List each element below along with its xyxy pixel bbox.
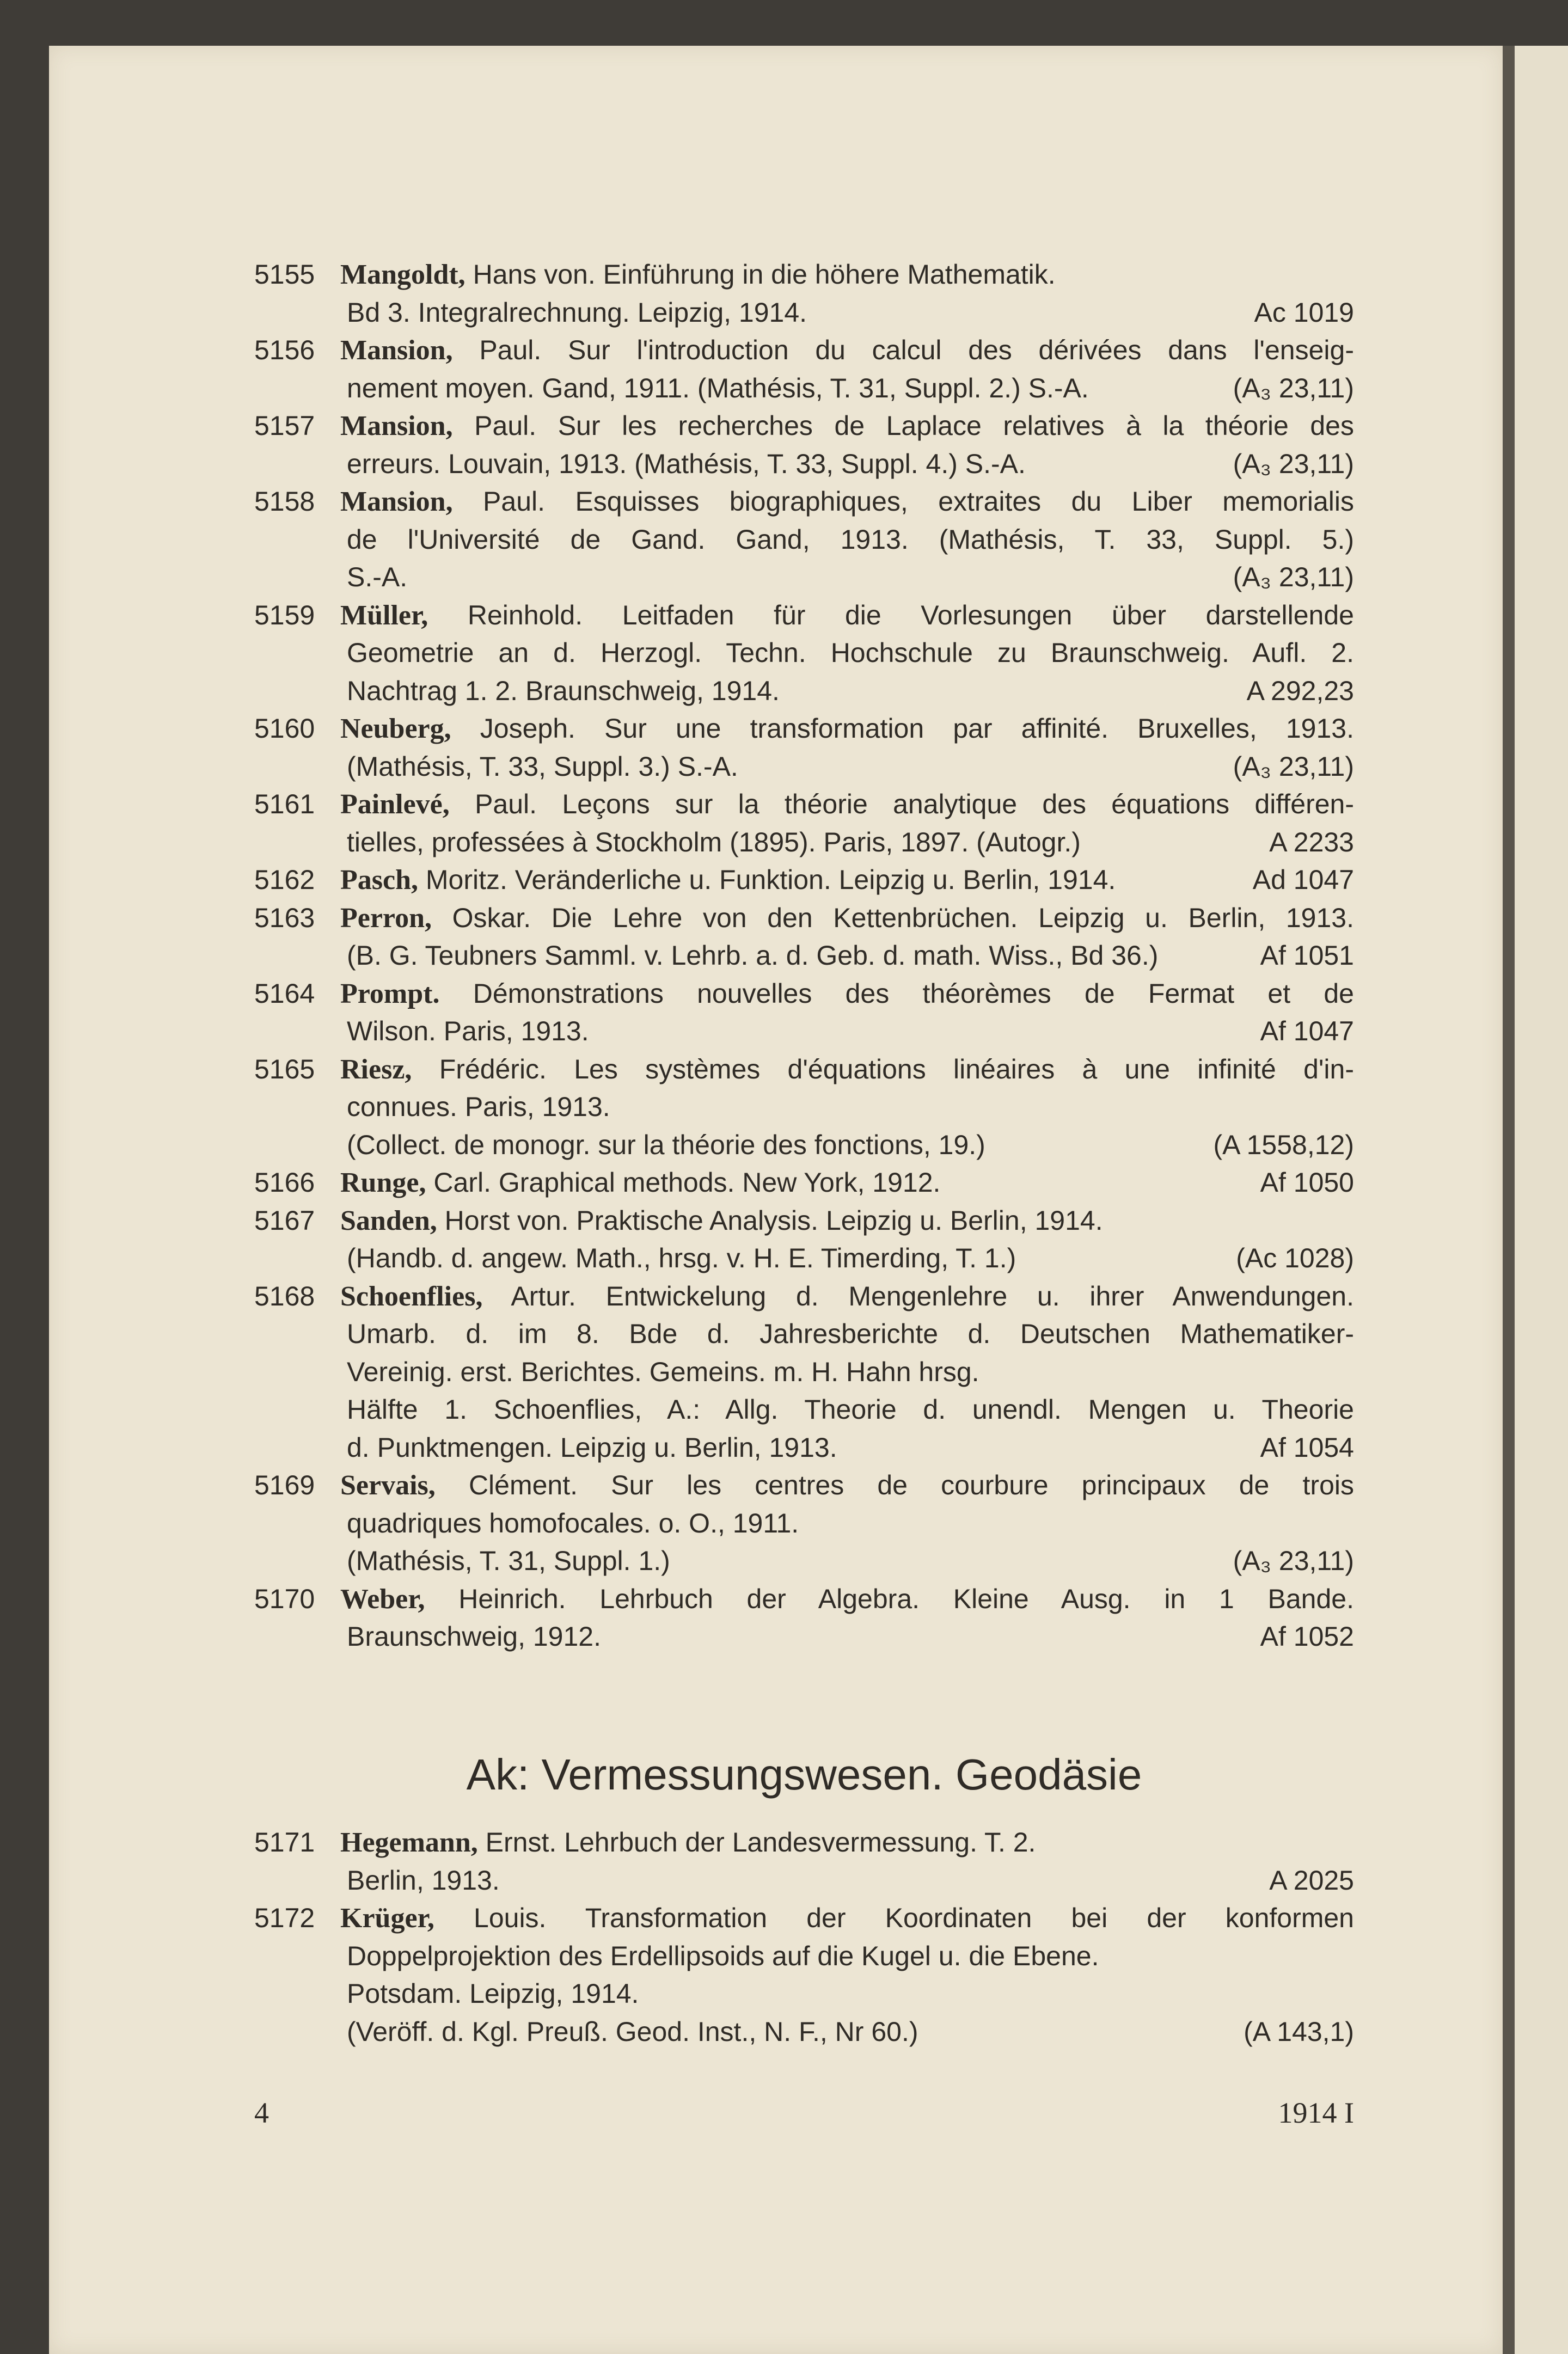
entry-description: Moritz. Veränderliche u. Funktion. Leipzig u. Berlin, 1914. — [425, 865, 1116, 895]
entry-line — [347, 672, 1354, 710]
entry-text — [347, 1013, 1244, 1051]
entry-description: (Collect. de monogr. sur la théorie des fonctions, 19.) — [347, 1129, 985, 1160]
entry-number: 5159 — [254, 599, 315, 630]
entry-line — [254, 786, 1354, 824]
call-number: A 2025 — [1269, 1865, 1354, 1896]
entry-number: 5172 — [254, 1903, 315, 1933]
call-number: Af 1047 — [1260, 1016, 1354, 1046]
entry-description: Geometrie an d. Herzogl. Techn. Hochschule zu Braunschweig. Aufl. 2. — [347, 637, 1354, 668]
entry-text — [347, 1542, 1217, 1580]
entry-text — [347, 1088, 1354, 1126]
entry-description: Ernst. Lehrbuch der Landesvermessung. T. 2. — [485, 1827, 1036, 1858]
entry-description: S.-A. — [347, 562, 408, 592]
bibliography-entry — [254, 256, 1354, 332]
entry-line — [347, 521, 1354, 559]
entry-line — [254, 1202, 1354, 1240]
entry-line — [347, 559, 1354, 597]
entry-description: Umarb. d. im 8. Bde d. Jahresberichte d. Deutschen Mathematiker- — [347, 1319, 1354, 1349]
entry-text — [254, 1202, 1354, 1240]
entry-description: quadriques homofocales. o. O., 1911. — [347, 1507, 799, 1538]
author-name: Weber, — [340, 1583, 425, 1615]
entry-description: erreurs. Louvain, 1913. (Mathésis, T. 33, Suppl. 4.) S.-A. — [347, 448, 1026, 479]
entry-description: Heinrich. Lehrbuch der Algebra. Kleine Ausg. in 1 Bande. — [458, 1583, 1354, 1614]
author-name: Krüger, — [340, 1903, 434, 1934]
bibliography-entry — [254, 483, 1354, 597]
call-number: (A₃ 23,11) — [1233, 1546, 1354, 1576]
entry-text — [254, 1824, 1354, 1862]
entry-text — [347, 370, 1217, 408]
entry-number: 5158 — [254, 486, 315, 517]
entry-text — [347, 1126, 1197, 1164]
entry-description: Frédéric. Les systèmes d'équations linéaires à une infinité d'in- — [439, 1053, 1354, 1084]
entry-description: Joseph. Sur une transformation par affinité. Bruxelles, 1913. — [480, 713, 1354, 744]
entry-line — [254, 1051, 1354, 1089]
entry-line — [347, 1429, 1354, 1467]
entry-number: 5164 — [254, 978, 315, 1009]
call-number: Ad 1047 — [1252, 865, 1354, 895]
entry-description: Wilson. Paris, 1913. — [347, 1016, 589, 1046]
entry-line — [347, 1975, 1354, 2013]
entry-text — [347, 2013, 1227, 2051]
entry-text — [254, 1467, 1354, 1505]
entry-description: Horst von. Praktische Analysis. Leipzig u. Berlin, 1914. — [444, 1205, 1103, 1236]
entry-text — [254, 407, 1354, 445]
entry-line — [254, 483, 1354, 521]
entry-line — [347, 1353, 1354, 1391]
bibliography-section-2 — [254, 1824, 1354, 2051]
entry-line — [347, 1013, 1354, 1051]
entry-line — [347, 1088, 1354, 1126]
entry-line — [347, 824, 1354, 862]
author-name: Hegemann, — [340, 1827, 478, 1858]
entry-line — [254, 861, 1354, 899]
author-name: Müller, — [340, 599, 428, 631]
entry-line — [347, 1938, 1354, 1976]
entry-line — [254, 975, 1354, 1013]
call-number: (A₃ 23,11) — [1233, 562, 1354, 592]
call-number: (A₃ 23,11) — [1233, 372, 1354, 403]
bibliography-entry — [254, 786, 1354, 861]
entry-text — [347, 672, 1230, 710]
entry-text — [347, 1618, 1244, 1656]
entry-line — [347, 748, 1354, 786]
entry-description: connues. Paris, 1913. — [347, 1092, 610, 1122]
bibliography-section-1 — [254, 256, 1354, 1656]
entry-number: 5157 — [254, 410, 315, 441]
entry-number: 5160 — [254, 713, 315, 744]
entry-description: (Veröff. d. Kgl. Preuß. Geod. Inst., N. F., Nr 60.) — [347, 2016, 918, 2047]
entry-description: Paul. Sur les recherches de Laplace relatives à la théorie des — [474, 410, 1354, 441]
call-number: (A 1558,12) — [1213, 1129, 1354, 1160]
author-name: Servais, — [340, 1470, 436, 1501]
entry-description: (Handb. d. angew. Math., hrsg. v. H. E. Timerding, T. 1.) — [347, 1243, 1016, 1273]
entry-text — [347, 521, 1354, 559]
entry-line — [254, 710, 1354, 748]
bibliography-entry — [254, 899, 1354, 975]
entry-line — [254, 332, 1354, 370]
author-name: Sanden, — [340, 1205, 437, 1236]
bibliography-entry — [254, 1899, 1354, 2051]
entry-text — [254, 332, 1354, 370]
bibliography-entry — [254, 1824, 1354, 1899]
entry-text — [347, 294, 1238, 332]
call-number: A 292,23 — [1246, 675, 1354, 706]
entry-line — [254, 256, 1354, 294]
entry-text — [347, 824, 1253, 862]
entry-line — [254, 407, 1354, 445]
entry-line — [347, 1391, 1354, 1429]
entry-description: de l'Université de Gand. Gand, 1913. (Mathésis, T. 33, Suppl. 5.) — [347, 524, 1354, 555]
entry-text — [347, 1938, 1354, 1976]
entry-line — [254, 1580, 1354, 1619]
entry-line — [347, 1542, 1354, 1580]
entry-description: Doppelprojektion des Erdellipsoids auf die Kugel u. die Ebene. — [347, 1940, 1099, 1971]
call-number: A 2233 — [1269, 826, 1354, 857]
call-number: (A₃ 23,11) — [1233, 751, 1354, 782]
entry-text — [254, 1051, 1354, 1089]
bibliography-entry — [254, 710, 1354, 786]
entry-number: 5166 — [254, 1167, 315, 1198]
author-name: Mansion, — [340, 410, 453, 442]
bibliography-entry — [254, 407, 1354, 483]
entry-description: Bd 3. Integralrechnung. Leipzig, 1914. — [347, 297, 807, 328]
entry-text — [254, 483, 1354, 521]
author-name: Mansion, — [340, 335, 453, 366]
entry-line — [347, 1126, 1354, 1164]
entry-description: Démonstrations nouvelles des théorèmes de Fermat et de — [473, 978, 1354, 1009]
call-number: Ac 1019 — [1254, 297, 1354, 328]
entry-description: Artur. Entwickelung d. Mengenlehre u. ihrer Anwendungen. — [511, 1280, 1354, 1311]
author-name: Mangoldt, — [340, 259, 465, 290]
entry-description: Paul. Leçons sur la théorie analytique des équations différen- — [475, 789, 1354, 819]
author-name: Mansion, — [340, 486, 453, 517]
entry-text — [347, 1315, 1354, 1353]
entry-description: Nachtrag 1. 2. Braunschweig, 1914. — [347, 675, 780, 706]
entry-description: Potsdam. Leipzig, 1914. — [347, 1978, 639, 2009]
author-name: Pasch, — [340, 865, 418, 896]
entry-text — [347, 445, 1217, 483]
entry-description: Berlin, 1913. — [347, 1865, 500, 1896]
entry-description: (Mathésis, T. 33, Suppl. 3.) S.-A. — [347, 751, 738, 782]
author-name: Painlevé, — [340, 789, 450, 820]
entry-text — [347, 1505, 1354, 1543]
entry-text — [347, 1353, 1354, 1391]
entry-description: Paul. Esquisses biographiques, extraites du Liber memorialis — [483, 486, 1354, 517]
author-name: Riesz, — [340, 1053, 412, 1085]
entry-text — [254, 1278, 1354, 1316]
entry-text — [347, 1429, 1244, 1467]
author-name: Perron, — [340, 902, 432, 934]
entry-line — [347, 937, 1354, 975]
bibliography-entry — [254, 861, 1354, 899]
entry-text — [347, 1862, 1253, 1900]
entry-text — [254, 861, 1236, 899]
entry-line — [347, 1240, 1354, 1278]
entry-line — [347, 1862, 1354, 1900]
bibliography-entry — [254, 1164, 1354, 1202]
entry-line — [254, 1824, 1354, 1862]
bibliography-entry — [254, 1580, 1354, 1656]
entry-number: 5155 — [254, 259, 315, 290]
bibliography-entry — [254, 1278, 1354, 1467]
entry-text — [347, 1391, 1354, 1429]
entry-text — [254, 786, 1354, 824]
page-footer — [254, 2096, 1354, 2130]
bibliography-entry — [254, 1051, 1354, 1164]
author-name: Neuberg, — [340, 713, 451, 744]
volume-label: 1914 I — [1278, 2096, 1354, 2129]
entry-text — [347, 559, 1217, 597]
entry-description: Clément. Sur les centres de courbure principaux de trois — [468, 1470, 1354, 1500]
call-number: (A 143,1) — [1244, 2016, 1354, 2047]
page-number: 4 — [254, 2096, 269, 2129]
call-number: Af 1050 — [1260, 1167, 1354, 1198]
entry-number: 5165 — [254, 1053, 315, 1084]
call-number: Af 1054 — [1260, 1432, 1354, 1463]
entry-line — [347, 370, 1354, 408]
entry-text — [347, 1975, 1354, 2013]
entry-number: 5169 — [254, 1470, 315, 1500]
author-name: Runge, — [340, 1167, 426, 1198]
entry-line — [254, 1899, 1354, 1938]
call-number: (Ac 1028) — [1236, 1243, 1354, 1273]
entry-line — [254, 1164, 1354, 1202]
entry-text — [254, 1164, 1244, 1202]
entry-description: Hans von. Einführung in die höhere Mathematik. — [473, 259, 1056, 290]
entry-text — [254, 710, 1354, 748]
entry-number: 5167 — [254, 1205, 315, 1236]
bibliography-entry — [254, 332, 1354, 407]
entry-line — [254, 1467, 1354, 1505]
entry-text — [254, 899, 1354, 937]
entry-number: 5163 — [254, 902, 315, 933]
entry-description: (B. G. Teubners Samml. v. Lehrb. a. d. Geb. d. math. Wiss., Bd 36.) — [347, 940, 1159, 971]
entry-line — [347, 634, 1354, 672]
entry-line — [254, 1278, 1354, 1316]
entry-line — [347, 2013, 1354, 2051]
entry-number: 5156 — [254, 335, 315, 365]
entry-description: Hälfte 1. Schoenflies, A.: Allg. Theorie d. unendl. Mengen u. Theorie — [347, 1394, 1354, 1425]
entry-description: nement moyen. Gand, 1911. (Mathésis, T. 31, Suppl. 2.) S.-A. — [347, 372, 1089, 403]
entry-line — [254, 899, 1354, 937]
entry-number: 5162 — [254, 865, 315, 895]
entry-line — [347, 1315, 1354, 1353]
entry-line — [254, 597, 1354, 635]
entry-text — [347, 1240, 1220, 1278]
book-gutter — [1503, 46, 1515, 2354]
entry-text — [254, 975, 1354, 1013]
call-number: (A₃ 23,11) — [1233, 448, 1354, 479]
entry-text — [347, 634, 1354, 672]
section-heading: Ak: Vermessungswesen. Geodäsie — [466, 1750, 1142, 1799]
call-number: Af 1052 — [1260, 1621, 1354, 1652]
entry-description: Vereinig. erst. Berichtes. Gemeins. m. H. Hahn hrsg. — [347, 1356, 979, 1387]
entry-text — [254, 256, 1354, 294]
entry-text — [347, 748, 1217, 786]
entry-line — [347, 294, 1354, 332]
entry-description: Reinhold. Leitfaden für die Vorlesungen über darstellende — [467, 599, 1354, 630]
entry-description: (Mathésis, T. 31, Suppl. 1.) — [347, 1546, 670, 1576]
bibliography-entry — [254, 1467, 1354, 1580]
entry-line — [347, 1618, 1354, 1656]
entry-description: tielles, professées à Stockholm (1895). Paris, 1897. (Autogr.) — [347, 826, 1081, 857]
entry-text — [254, 597, 1354, 635]
call-number: Af 1051 — [1260, 940, 1354, 971]
entry-description: Oskar. Die Lehre von den Kettenbrüchen. Leipzig u. Berlin, 1913. — [452, 902, 1354, 933]
adjacent-page-edge — [1515, 46, 1568, 2354]
entry-text — [347, 937, 1244, 975]
entry-description: Carl. Graphical methods. New York, 1912. — [433, 1167, 941, 1198]
entry-description: Paul. Sur l'introduction du calcul des dérivées dans l'enseig- — [479, 335, 1354, 365]
entry-number: 5171 — [254, 1827, 315, 1858]
author-name: Schoenflies, — [340, 1280, 483, 1312]
author-name: Prompt. — [340, 978, 440, 1009]
bibliography-entry — [254, 975, 1354, 1051]
bibliography-entry — [254, 1202, 1354, 1278]
bibliography-entry — [254, 597, 1354, 710]
entry-description: Braunschweig, 1912. — [347, 1621, 601, 1652]
entry-description: Louis. Transformation der Koordinaten bei der konformen — [474, 1903, 1354, 1933]
entry-number: 5161 — [254, 789, 315, 819]
entry-text — [254, 1580, 1354, 1619]
entry-line — [347, 445, 1354, 483]
entry-number: 5168 — [254, 1280, 315, 1311]
entry-description: d. Punktmengen. Leipzig u. Berlin, 1913. — [347, 1432, 837, 1463]
entry-line — [347, 1505, 1354, 1543]
entry-text — [254, 1899, 1354, 1938]
entry-number: 5170 — [254, 1583, 315, 1614]
